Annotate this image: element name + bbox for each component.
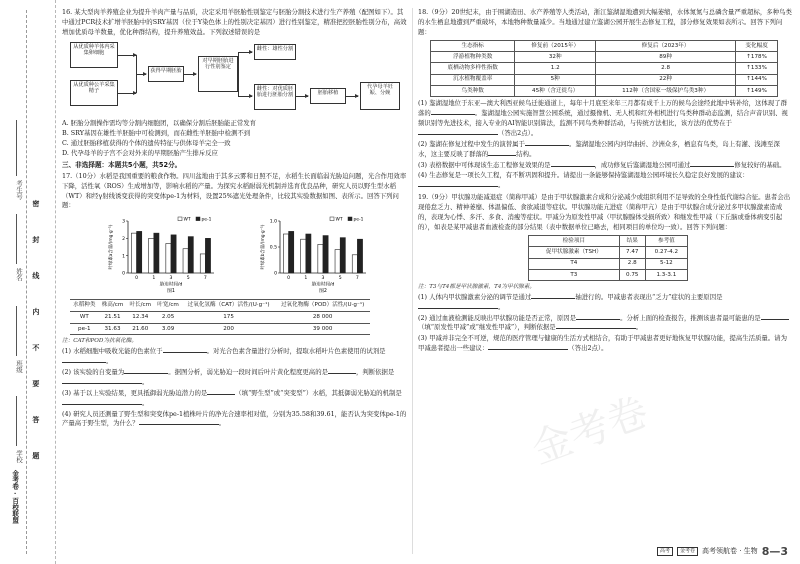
question-16 bbox=[62, 8, 408, 158]
q17-table bbox=[70, 299, 370, 335]
table-cell: 浮游植物种类数 bbox=[431, 52, 515, 63]
x-tick-label: 7 bbox=[355, 276, 359, 282]
exam-number-blank[interactable] bbox=[16, 120, 17, 176]
seal-mark: 封 bbox=[31, 236, 40, 243]
field-school: 学校 bbox=[15, 450, 23, 463]
chart-2-svg bbox=[258, 213, 378, 297]
answer-blank[interactable] bbox=[163, 347, 207, 353]
q17-sub1-text: (1) 水稻细胞中吸收光能的色素位于 bbox=[62, 346, 163, 355]
table-header-row bbox=[70, 300, 370, 312]
field-exam-number: 考生号 bbox=[15, 180, 23, 200]
table-cell: 39 000 bbox=[275, 323, 370, 335]
q18-sub3-text: (3) 表格数据中可体现该生态工程修复效果的是 bbox=[418, 160, 551, 169]
table-cell: pe-1 bbox=[70, 323, 99, 335]
answer-blank[interactable] bbox=[690, 161, 734, 167]
bar-wt bbox=[301, 240, 306, 274]
school-blank[interactable] bbox=[16, 396, 17, 446]
table-cell: ↑144% bbox=[736, 74, 778, 85]
legend-swatch bbox=[196, 217, 200, 221]
table-cell: 促甲状腺激素（TSH） bbox=[529, 247, 620, 258]
answer-blank[interactable] bbox=[431, 109, 475, 115]
table-row bbox=[431, 63, 778, 74]
q17-stem: 17.（10分）水稻是我国重要的粮食作物。四川盆地由于其多云雾和日照不足，水稻生长面临弱光胁迫问题，光合作用效率下降，活性氧（ROS）生成增加等，影响水稻的产量。为探究水稻耐弱光机制并选育优良品种，研究人员以野生型水稻（WT）和经γ射线诱变获得的突变体pe-1为材料，设置25%遮光处理条件，比较其实验数据如图、表所示。回答下列问题： bbox=[62, 171, 407, 210]
flow-arrow bbox=[118, 55, 136, 56]
answer-blank[interactable] bbox=[418, 181, 498, 187]
flow-box-sex-sort: 雌性：雄性分割 bbox=[254, 44, 296, 60]
q19-sub-2: (2) 通过血液检测能反映出甲状腺功能是否正常，原因是 。分析上面的检查报告，推测该患者最可能患的是（填“原发性甲减”或“继发性甲减”），判断依据是 。 bbox=[418, 314, 792, 334]
answer-blank[interactable] bbox=[418, 303, 498, 309]
table-cell: 底栖动物多样性指数 bbox=[431, 63, 515, 74]
table-cell: 5-12 bbox=[645, 258, 687, 269]
table-cell: 28 000 bbox=[275, 312, 370, 324]
table-row bbox=[529, 247, 688, 258]
bar-pe-1 bbox=[205, 239, 210, 274]
y-axis-label: 叶绿素a含量/(mg·g⁻¹) bbox=[109, 224, 114, 270]
q17-sub2-text: (2) 该实验的自变量为 bbox=[62, 367, 125, 376]
x-tick-label: 1 bbox=[304, 276, 308, 282]
chart-2 bbox=[258, 213, 378, 297]
q18-sub1-text-c: （答出2点）。 bbox=[498, 128, 538, 137]
x-tick-label: 1 bbox=[152, 276, 156, 282]
section-3-heading: 三、非选择题：本题共5小题，共52分。 bbox=[62, 161, 182, 170]
y-tick-label: 0 bbox=[274, 271, 277, 277]
table-cell: 5种 bbox=[515, 74, 596, 85]
q18-sub-1 bbox=[418, 99, 792, 139]
answer-blank[interactable] bbox=[139, 419, 219, 425]
bar-wt bbox=[183, 249, 188, 273]
q18-sub2-text-c: 结构。 bbox=[516, 149, 536, 158]
answer-blank[interactable] bbox=[124, 368, 168, 374]
table-header-cell: 变化幅度 bbox=[736, 40, 778, 51]
answer-blank[interactable] bbox=[761, 314, 789, 320]
seal-line bbox=[26, 10, 27, 554]
bar-wt bbox=[166, 244, 171, 273]
table-cell: T3 bbox=[529, 269, 620, 280]
table-header-cell: 过氧化物酶（POD）活性/(U·g⁻¹) bbox=[275, 300, 370, 312]
question-18 bbox=[418, 8, 792, 191]
table-cell: 45种（含迁徙鸟） bbox=[515, 85, 596, 96]
table-cell: ↑149% bbox=[736, 85, 778, 96]
q17-sub-1: (1) 水稻细胞中吸收光能的色素位于 。对光合色素含量进行分析时，提取水稻叶片色素使用的试剂是。 bbox=[62, 346, 386, 365]
field-class: 班级 bbox=[15, 360, 23, 373]
table-row bbox=[431, 52, 778, 63]
table-cell: 1.2 bbox=[515, 63, 596, 74]
page-number: 8—3 bbox=[761, 544, 788, 558]
x-axis-label: 胁迫时间/d bbox=[159, 282, 183, 288]
x-tick-label: 5 bbox=[338, 276, 342, 282]
q19-table bbox=[528, 235, 688, 281]
y-tick-label: 0.5 bbox=[269, 245, 277, 251]
table-header-cell: 株高/cm bbox=[99, 300, 127, 312]
answer-blank[interactable] bbox=[62, 378, 142, 384]
flow-box-early-embryo: 获得早期胚胎 bbox=[148, 66, 184, 82]
answer-blank[interactable] bbox=[551, 161, 595, 167]
legend-label: pe-1 bbox=[353, 217, 364, 223]
flow-connector bbox=[238, 52, 239, 96]
right-column bbox=[418, 8, 792, 554]
table-cell: 2.8 bbox=[595, 63, 735, 74]
answer-blank[interactable] bbox=[328, 368, 356, 374]
q18-sub-4: (4) 生态修复是一项长久工程，有不断巩固和提升。请提出一条能够保持鉴湖湿地公园环境长久稳定良好发展的建议：。 bbox=[418, 171, 749, 190]
flow-box-ovum: 从优质种羊体内采集卵细胞 bbox=[70, 42, 118, 68]
table-header-row bbox=[431, 40, 778, 51]
x-tick-label: 7 bbox=[203, 276, 207, 282]
table-header-cell: 生态指标 bbox=[431, 40, 515, 51]
flow-arrow bbox=[184, 74, 196, 75]
chart-caption: 图1 bbox=[167, 289, 175, 295]
bar-wt bbox=[283, 234, 288, 273]
bar-pe-1 bbox=[323, 236, 328, 273]
q18-sub-2 bbox=[418, 140, 792, 160]
legend-label: pe-1 bbox=[201, 217, 212, 223]
answer-blank[interactable] bbox=[488, 150, 516, 156]
q16-option-b[interactable]: B. SRY基因在雄性羊胚胎中可检测到，而在雌性羊胚胎中检测不到 bbox=[62, 128, 251, 137]
answer-blank[interactable] bbox=[556, 323, 636, 329]
seal-mark: 线 bbox=[31, 272, 40, 279]
table-cell: 3.09 bbox=[154, 323, 182, 335]
table-row bbox=[431, 85, 778, 96]
flow-box-sex-identification: 对早期胚胎进行性别鉴定 bbox=[198, 56, 238, 92]
q18-sub3-text-b: ，成功修复后鉴湖湿地公园可通过 bbox=[594, 160, 691, 169]
q18-sub-3 bbox=[418, 161, 792, 171]
bar-wt bbox=[352, 255, 357, 273]
table-cell: 21.60 bbox=[126, 323, 154, 335]
flow-arrow bbox=[238, 96, 252, 97]
bar-pe-1 bbox=[137, 232, 142, 274]
flow-arrow bbox=[296, 96, 308, 97]
table-cell: 7.47 bbox=[619, 247, 645, 258]
y-axis-label: 叶绿素b含量/(mg·g⁻¹) bbox=[261, 224, 266, 270]
table-row bbox=[70, 312, 370, 324]
q19-sub-1: (1) 人体内甲状腺激素分泌的调节是通过 轴进行的。甲减患者表现出“乏力”症状的主要原因是。 bbox=[418, 292, 723, 311]
table-cell: T4 bbox=[529, 258, 620, 269]
flow-box-transfer: 胚胎移植 bbox=[310, 88, 346, 104]
page-footer bbox=[657, 543, 788, 560]
q19-sub3-text-b: （答出2点）。 bbox=[568, 344, 608, 353]
q19-sub2-text-c: （填“原发性甲减”或“继发性甲减”），判断依据是 bbox=[418, 323, 556, 332]
q18-sub4-text: (4) 生态修复是一项长久工程，有不断巩固和提升。请提出一条能够保持鉴湖湿地公园环境长久稳定良好发展的建议： bbox=[418, 171, 749, 180]
q17-sub-2: (2) 该实验的自变量为 。据图分析，弱光胁迫一段时间后叶片黄化程度更高的是 ，判断依据是。 bbox=[62, 367, 395, 386]
table-header-cell: 检验项目 bbox=[529, 236, 620, 247]
q17-sub-3: (3) 基于以上实验结果，更具抵御弱光胁迫潜力的是 （填“野生型”或“突变型”）水稻，其抵御弱光胁迫的机制是。 bbox=[62, 388, 402, 407]
bar-wt bbox=[318, 245, 323, 274]
bar-wt bbox=[335, 250, 340, 273]
footer-tag: 高考 bbox=[657, 547, 673, 557]
q19-note: 注：T3与T4都是甲状腺激素，T4为甲状腺素。 bbox=[418, 284, 535, 290]
x-tick-label: 3 bbox=[169, 276, 173, 282]
table-cell: 31.63 bbox=[99, 323, 127, 335]
answer-blank[interactable] bbox=[531, 293, 575, 299]
class-blank[interactable] bbox=[16, 306, 17, 356]
table-header-cell: 修复前（2015年） bbox=[515, 40, 596, 51]
q17-sub3-text-b: （填“野生型”或“突变型”）水稻，其抵御弱光胁迫的机制是 bbox=[235, 388, 402, 397]
bar-wt bbox=[149, 239, 154, 274]
y-tick-label: 0 bbox=[122, 271, 125, 277]
footer-brand-tag: 金考卷 bbox=[677, 547, 698, 557]
answer-blank[interactable] bbox=[62, 399, 142, 405]
table-cell: 0.27-4.2 bbox=[645, 247, 687, 258]
table-cell: 21.51 bbox=[99, 312, 127, 324]
bar-wt bbox=[131, 233, 136, 273]
q16-option-a[interactable]: A. 胚胎分割操作需均等分割内细胞团，以确保分割后胚胎能正常发育 bbox=[62, 118, 257, 127]
field-name: 姓名 bbox=[15, 268, 23, 281]
flow-box-surrogate: 代孕母羊妊娠、分娩 bbox=[360, 82, 400, 110]
table-header-cell: 修复后（2023年） bbox=[595, 40, 735, 51]
q18-sub2-text: (2) 鉴湖在修复过程中发生的演替属于 bbox=[418, 139, 525, 148]
seal-mark: 内 bbox=[31, 308, 40, 315]
table-row bbox=[70, 323, 370, 335]
table-cell: 2.05 bbox=[154, 312, 182, 324]
legend-swatch bbox=[178, 217, 182, 221]
table-row bbox=[529, 258, 688, 269]
answer-blank[interactable] bbox=[525, 140, 569, 146]
chart-1 bbox=[106, 213, 226, 297]
q16-option-c[interactable]: C. 通过胚胎移植获得的个体的遗传特征与供体母羊完全一致 bbox=[62, 138, 231, 147]
seal-mark: 密 bbox=[31, 200, 40, 207]
q19-sub2-text-b: 。分析上面的检查报告，推测该患者最可能患的是 bbox=[620, 313, 761, 322]
table-cell: 12.34 bbox=[126, 312, 154, 324]
table-cell: WT bbox=[70, 312, 99, 324]
x-tick-label: 0 bbox=[287, 276, 291, 282]
table-cell: 0.75 bbox=[619, 269, 645, 280]
q18-sub2-text-b: 。鉴湖湿地公园内河岸曲折、沙洲众多，栖息有鸟类，岛上有灌、浅滩至深水，这主要反映了群落的 bbox=[418, 139, 780, 158]
seal-mark: 要 bbox=[31, 380, 40, 387]
table-cell: ↑178% bbox=[736, 52, 778, 63]
x-tick-label: 0 bbox=[135, 276, 139, 282]
table-header-cell: 过氧化氢酶（CAT）活性/(U·g⁻¹) bbox=[182, 300, 275, 312]
q16-flowchart bbox=[62, 40, 408, 116]
flow-box-embryo-split: 雌性：对优质胚胎进行胚胎分割 bbox=[254, 84, 296, 110]
q17-sub-4: (4) 研究人员还测量了野生型和突变体pe-1植株叶片的净光合速率相对值，分别为35.58和39.61，能否认为突变体pe-1的产量高于野生型，为什么？ 。 bbox=[62, 409, 407, 428]
table-cell: ↑133% bbox=[736, 63, 778, 74]
table-cell: 89种 bbox=[595, 52, 735, 63]
q16-stem: 16. 某大型肉羊养殖企业为提升羊肉产量与品质，决定采用羊胚胎性别鉴定与胚胎分割技术进行生产养殖（配图如下）。其中通过PCR技术扩增羊胚胎中的SRY基因（位于Y染色体上的性别决定基因）进行性别鉴定，精准把控胚胎性别分布，高效增加优质母羊数量，优化种群结构，提升养殖效益。下列叙述错误的是 bbox=[62, 8, 407, 36]
legend-swatch bbox=[348, 217, 352, 221]
left-column bbox=[62, 8, 408, 554]
flow-arrow bbox=[136, 74, 146, 75]
q17-sub3-text: (3) 基于以上实验结果，更具抵御弱光胁迫潜力的是 bbox=[62, 388, 208, 397]
bar-pe-1 bbox=[306, 234, 311, 273]
answer-blank[interactable] bbox=[62, 357, 106, 363]
q17-charts bbox=[62, 213, 408, 297]
q18-stem: 18.（9分）20世纪末，由于围湖造田、水产养殖等人类活动，浙江鉴湖湿地遭到大幅萎缩，水体氮氮与总磷含量严重超标，多种鸟类的水生栖息地遭到严重破坏，本地物种数量减少。当地通过建立鉴湖公园开展生态修复工程，部分修复效果如表所示。回答下列问题： bbox=[418, 8, 792, 36]
answer-blank[interactable] bbox=[488, 344, 568, 350]
answer-blank[interactable] bbox=[418, 129, 498, 135]
seal-mark: 答 bbox=[31, 416, 40, 423]
answer-blank[interactable] bbox=[207, 389, 235, 395]
watermark: 金考卷 bbox=[525, 388, 655, 474]
table-cell: 鸟类种数 bbox=[431, 85, 515, 96]
table-cell: 沉水植物覆盖率 bbox=[431, 74, 515, 85]
footer-subject: 高考领航卷 · 生物 bbox=[702, 547, 758, 556]
table-cell: 22种 bbox=[595, 74, 735, 85]
bar-wt bbox=[200, 254, 205, 273]
name-blank[interactable] bbox=[16, 214, 17, 264]
q18-sub1-text: (1) 鉴湖湿地位于东亚—澳大利西亚候鸟迁徙通道上，每年十月底至来年三月都有成千上万的候鸟会途经此地中转补给，这体现了群落的 bbox=[418, 99, 787, 117]
y-tick-label: 3 bbox=[122, 219, 125, 225]
q17-sub2-text-b: 。据图分析，弱光胁迫一段时间后叶片黄化程度更高的是 bbox=[168, 367, 328, 376]
binding-strip bbox=[0, 0, 56, 564]
q18-sub3-text-c: 修复较好的基础。 bbox=[734, 160, 786, 169]
x-axis-label: 胁迫时间/d bbox=[311, 282, 335, 288]
seal-mark: 不 bbox=[31, 344, 40, 351]
y-tick-label: 1.0 bbox=[269, 219, 277, 225]
legend-swatch bbox=[330, 217, 334, 221]
answer-blank[interactable] bbox=[576, 314, 620, 320]
y-tick-label: 1 bbox=[122, 254, 125, 260]
q19-sub3-text: (3) 甲减并非完全不可逆，规范的医疗管理与健康的生活方式相结合，有助于甲减患者更好地恢复甲状腺功能，提高生活质量。请为甲减患者提出一些建议： bbox=[418, 334, 787, 353]
q17-sub1-text-b: 。对光合色素含量进行分析时，提取水稻叶片色素使用的试剂是 bbox=[206, 346, 386, 355]
flow-arrow bbox=[118, 93, 136, 94]
table-cell: 175 bbox=[182, 312, 275, 324]
bar-pe-1 bbox=[171, 235, 176, 273]
bar-pe-1 bbox=[357, 240, 362, 274]
chart-1-svg bbox=[106, 213, 226, 297]
y-tick-label: 2 bbox=[122, 237, 125, 243]
q19-sub1-text-b: 轴进行的。甲减患者表现出“乏力”症状的主要原因是 bbox=[575, 292, 723, 301]
column-divider bbox=[412, 8, 413, 554]
x-tick-label: 3 bbox=[321, 276, 325, 282]
bar-pe-1 bbox=[188, 237, 193, 273]
x-tick-label: 5 bbox=[186, 276, 190, 282]
table-header-cell: 叶长/cm bbox=[126, 300, 154, 312]
q19-sub2-text: (2) 通过血液检测能反映出甲状腺功能是否正常，原因是 bbox=[418, 313, 577, 322]
q17-note: 注：CAT和POD为抗氧化酶。 bbox=[62, 338, 137, 345]
bar-pe-1 bbox=[154, 233, 159, 273]
question-17 bbox=[62, 172, 408, 430]
table-row bbox=[431, 74, 778, 85]
q19-stem: 19.（9分）甲状腺功能减退症（简称甲减）是由于甲状腺激素合成和分泌减少或组织利用不足导致的全身性低代谢综合征。患者会出现倦怠乏力、精神萎靡、体温偏低、食欲减退等症状。甲状腺功能亢进症（简称甲亢）是由于甲状腺合成分泌过多甲状腺激素造成的，表现为心悸、多汗、多食、消瘦等症状。甲减分为原发性甲减（甲状腺腺体受损所致）和继发性甲减（下丘脑或垂体病变引起的），如表是某甲减患者血液检查的部分结果（表中数据单位已略去，相同项目的单位均一致）。回答下列问题： bbox=[418, 193, 791, 232]
legend-label: WT bbox=[183, 217, 191, 223]
q19-sub1-text: (1) 人体内甲状腺激素分泌的调节是通过 bbox=[418, 292, 532, 301]
flow-arrow bbox=[238, 52, 252, 53]
q19-sub-3 bbox=[418, 334, 792, 354]
seal-mark: 题 bbox=[31, 452, 40, 459]
question-19 bbox=[418, 193, 792, 354]
brand-vertical: 金考卷·百校联盟 bbox=[11, 470, 20, 524]
table-cell: 1.3-3.1 bbox=[645, 269, 687, 280]
table-cell: 2.8 bbox=[619, 258, 645, 269]
table-header-cell: 叶宽/cm bbox=[154, 300, 182, 312]
table-cell: 200 bbox=[182, 323, 275, 335]
table-header-cell: 结果 bbox=[619, 236, 645, 247]
q17-sub2-text-c: ，判断依据是 bbox=[355, 367, 395, 376]
flow-arrow bbox=[346, 96, 358, 97]
table-cell: 112种（含国家一级保护鸟类3种） bbox=[595, 85, 735, 96]
bar-pe-1 bbox=[289, 232, 294, 274]
q16-option-d[interactable]: D. 代孕母羊的子宫不会对外来的早期胚胎产生排斥反应 bbox=[62, 148, 218, 157]
bar-pe-1 bbox=[340, 238, 345, 273]
q17-sub4-text: (4) 研究人员还测量了野生型和突变体pe-1植株叶片的净光合速率相对值，分别为35.58和39.61，能否认为突变体pe-1的产量高于野生型，为什么？ bbox=[62, 409, 407, 428]
legend-label: WT bbox=[335, 217, 343, 223]
table-header-cell: 参考值 bbox=[645, 236, 687, 247]
q18-table bbox=[430, 40, 778, 97]
q18-sub1-text-b: 。鉴湖湿地公园实施智慧公园系统，通过摄像机、无人机和红外相机进行鸟类种群动态监测，结合声音识别、视频识别等先进技术，接入专业的AI智能识别算法，监测不同鸟类种群活动，与传统方法相比，该方法的优势在于 bbox=[418, 108, 788, 127]
table-header-cell: 水稻种类 bbox=[70, 300, 99, 312]
chart-caption: 图2 bbox=[319, 289, 327, 295]
flow-box-sperm: 从优质种公羊采集精子 bbox=[70, 80, 118, 106]
table-row bbox=[529, 269, 688, 280]
table-cell: 32种 bbox=[515, 52, 596, 63]
table-header-row bbox=[529, 236, 688, 247]
